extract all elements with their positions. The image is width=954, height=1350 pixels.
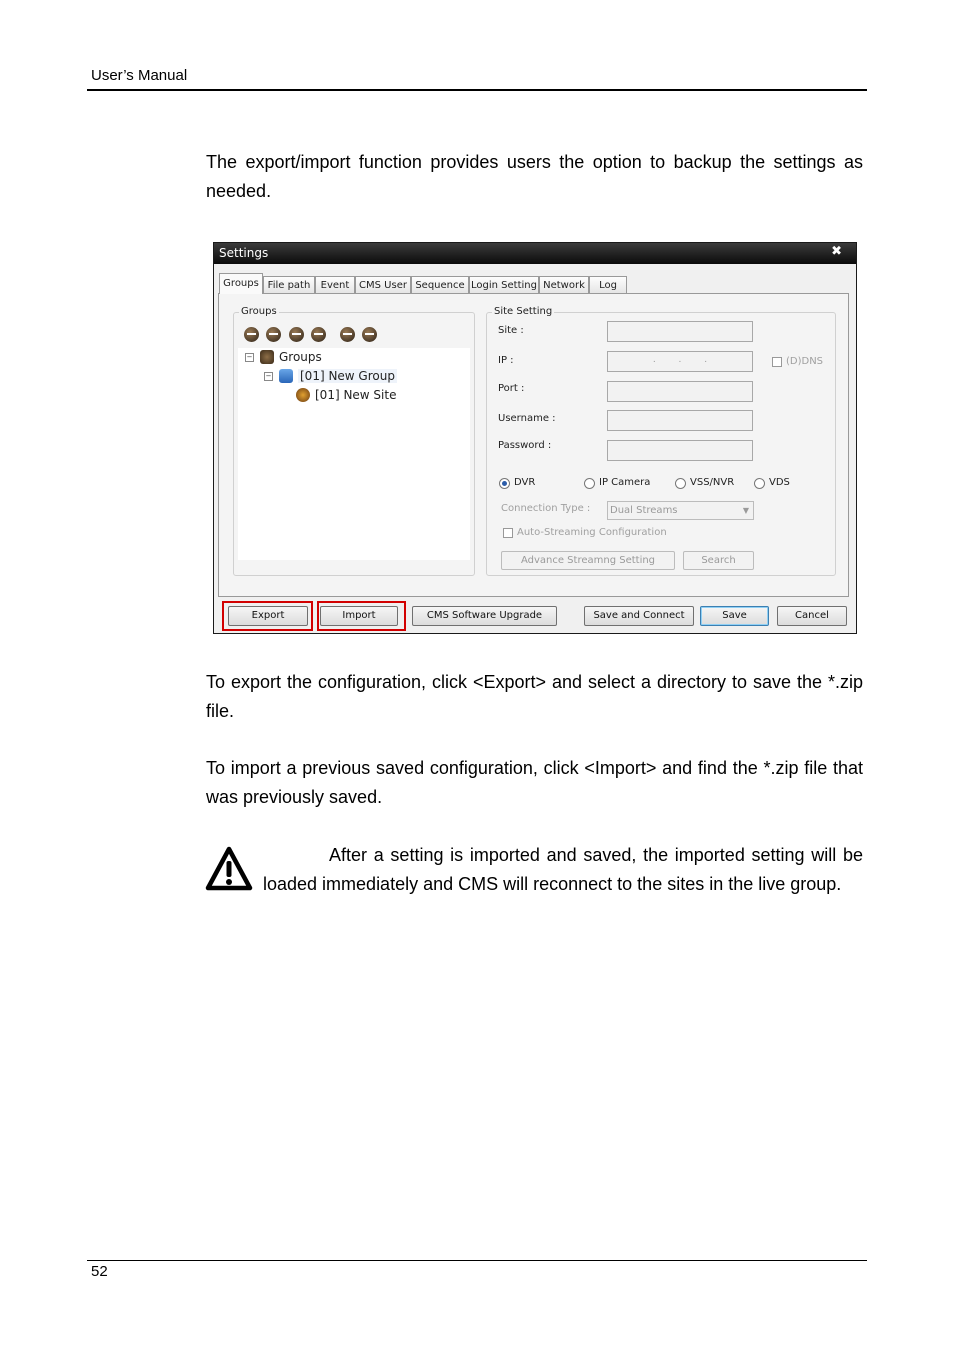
tree-site-label: [01] New Site: [315, 388, 397, 402]
ip-field[interactable]: . . .: [607, 351, 753, 372]
radio-dvr[interactable]: [499, 478, 510, 489]
title-bar: [214, 243, 856, 264]
warning-icon: [205, 846, 253, 892]
save-button[interactable]: Save: [700, 606, 769, 626]
page-number: 52: [91, 1263, 108, 1280]
camera-remove-icon[interactable]: [362, 327, 377, 342]
radio-ip-camera-label: IP Camera: [599, 477, 651, 488]
tab-cms-user[interactable]: CMS User: [355, 276, 411, 293]
import-button[interactable]: Import: [320, 606, 398, 626]
tab-event[interactable]: Event: [315, 276, 355, 293]
intro-paragraph: The export/import function provides users the option to backup the settings as needed.: [206, 152, 863, 201]
ip-label: IP :: [498, 355, 514, 366]
radio-vds[interactable]: [754, 478, 765, 489]
settings-window: [213, 242, 857, 634]
footer-rule: [87, 1260, 867, 1261]
groups-folder-icon: [260, 350, 274, 364]
tree-root[interactable]: [245, 350, 322, 364]
tab-sequence[interactable]: Sequence: [411, 276, 469, 293]
site-icon: [296, 388, 310, 402]
cancel-button[interactable]: Cancel: [777, 606, 847, 626]
tree-group[interactable]: [264, 369, 397, 383]
connection-type-select[interactable]: [607, 501, 754, 520]
username-field[interactable]: [607, 410, 753, 431]
warning-paragraph: After a setting is imported and saved, the imported setting will be loaded immediately and CMS will reconnect to the sites in the live group.: [263, 845, 863, 894]
close-icon[interactable]: ✖: [831, 244, 842, 259]
tab-file-path[interactable]: File path: [263, 276, 315, 293]
add-group-icon[interactable]: [244, 327, 259, 342]
tab-log[interactable]: Log: [589, 276, 627, 293]
header-rule: [87, 89, 867, 91]
port-label: Port :: [498, 383, 525, 394]
password-field[interactable]: [607, 440, 753, 461]
radio-vds-label: VDS: [769, 477, 790, 488]
radio-vss-nvr-label: VSS/NVR: [690, 477, 735, 488]
radio-ip-camera[interactable]: [584, 478, 595, 489]
site-label: Site :: [498, 325, 524, 336]
collapse-icon[interactable]: −: [265, 371, 272, 380]
tree-group-label: [01] New Group: [300, 369, 395, 383]
search-button[interactable]: Search: [683, 551, 754, 570]
auto-streaming-label: Auto-Streaming Configuration: [517, 527, 667, 538]
export-paragraph: To export the configuration, click <Export> and select a directory to save the *.zip file.: [206, 672, 863, 721]
radio-vss-nvr[interactable]: [675, 478, 686, 489]
site-field[interactable]: [607, 321, 753, 342]
radio-dvr-label: DVR: [514, 477, 536, 488]
remove-site-icon[interactable]: [311, 327, 326, 342]
export-button[interactable]: Export: [228, 606, 308, 626]
groups-box: [233, 306, 475, 576]
port-field[interactable]: [607, 381, 753, 402]
advance-streaming-button[interactable]: Advance Streamng Setting: [501, 551, 675, 570]
header-title: User’s Manual: [91, 67, 188, 84]
remove-group-icon[interactable]: [266, 327, 281, 342]
tab-groups[interactable]: Groups: [219, 273, 263, 294]
tab-network[interactable]: Network: [539, 276, 589, 293]
group-icon: [279, 369, 293, 383]
window-title: Settings: [219, 246, 269, 260]
password-label: Password :: [498, 440, 552, 451]
chevron-down-icon: ▼: [742, 506, 749, 515]
username-label: Username :: [498, 413, 556, 424]
groups-box-title: Groups: [241, 306, 277, 317]
add-site-icon[interactable]: [289, 327, 304, 342]
import-highlight-frame: [317, 601, 406, 631]
groups-tree: [238, 348, 470, 560]
tab-login-setting[interactable]: Login Setting: [469, 276, 539, 293]
camera-add-icon[interactable]: [340, 327, 355, 342]
connection-type-label: Connection Type :: [501, 503, 591, 514]
export-highlight-frame: [222, 601, 313, 631]
site-setting-box: [486, 306, 836, 576]
cms-upgrade-button[interactable]: CMS Software Upgrade: [412, 606, 557, 626]
site-setting-title: Site Setting: [494, 306, 553, 317]
connection-type-value: Dual Streams: [610, 505, 678, 516]
ddns-label: (D)DNS: [786, 356, 824, 367]
auto-streaming-checkbox[interactable]: [503, 528, 513, 538]
tab-panel: [218, 293, 849, 597]
ddns-checkbox[interactable]: [772, 357, 782, 367]
save-connect-button[interactable]: Save and Connect: [584, 606, 694, 626]
collapse-icon[interactable]: −: [246, 352, 253, 361]
tree-root-label: Groups: [279, 350, 322, 364]
tree-site[interactable]: [296, 388, 396, 402]
import-paragraph: To import a previous saved configuration, click <Import> and find the *.zip file that was previously saved.: [206, 758, 863, 807]
